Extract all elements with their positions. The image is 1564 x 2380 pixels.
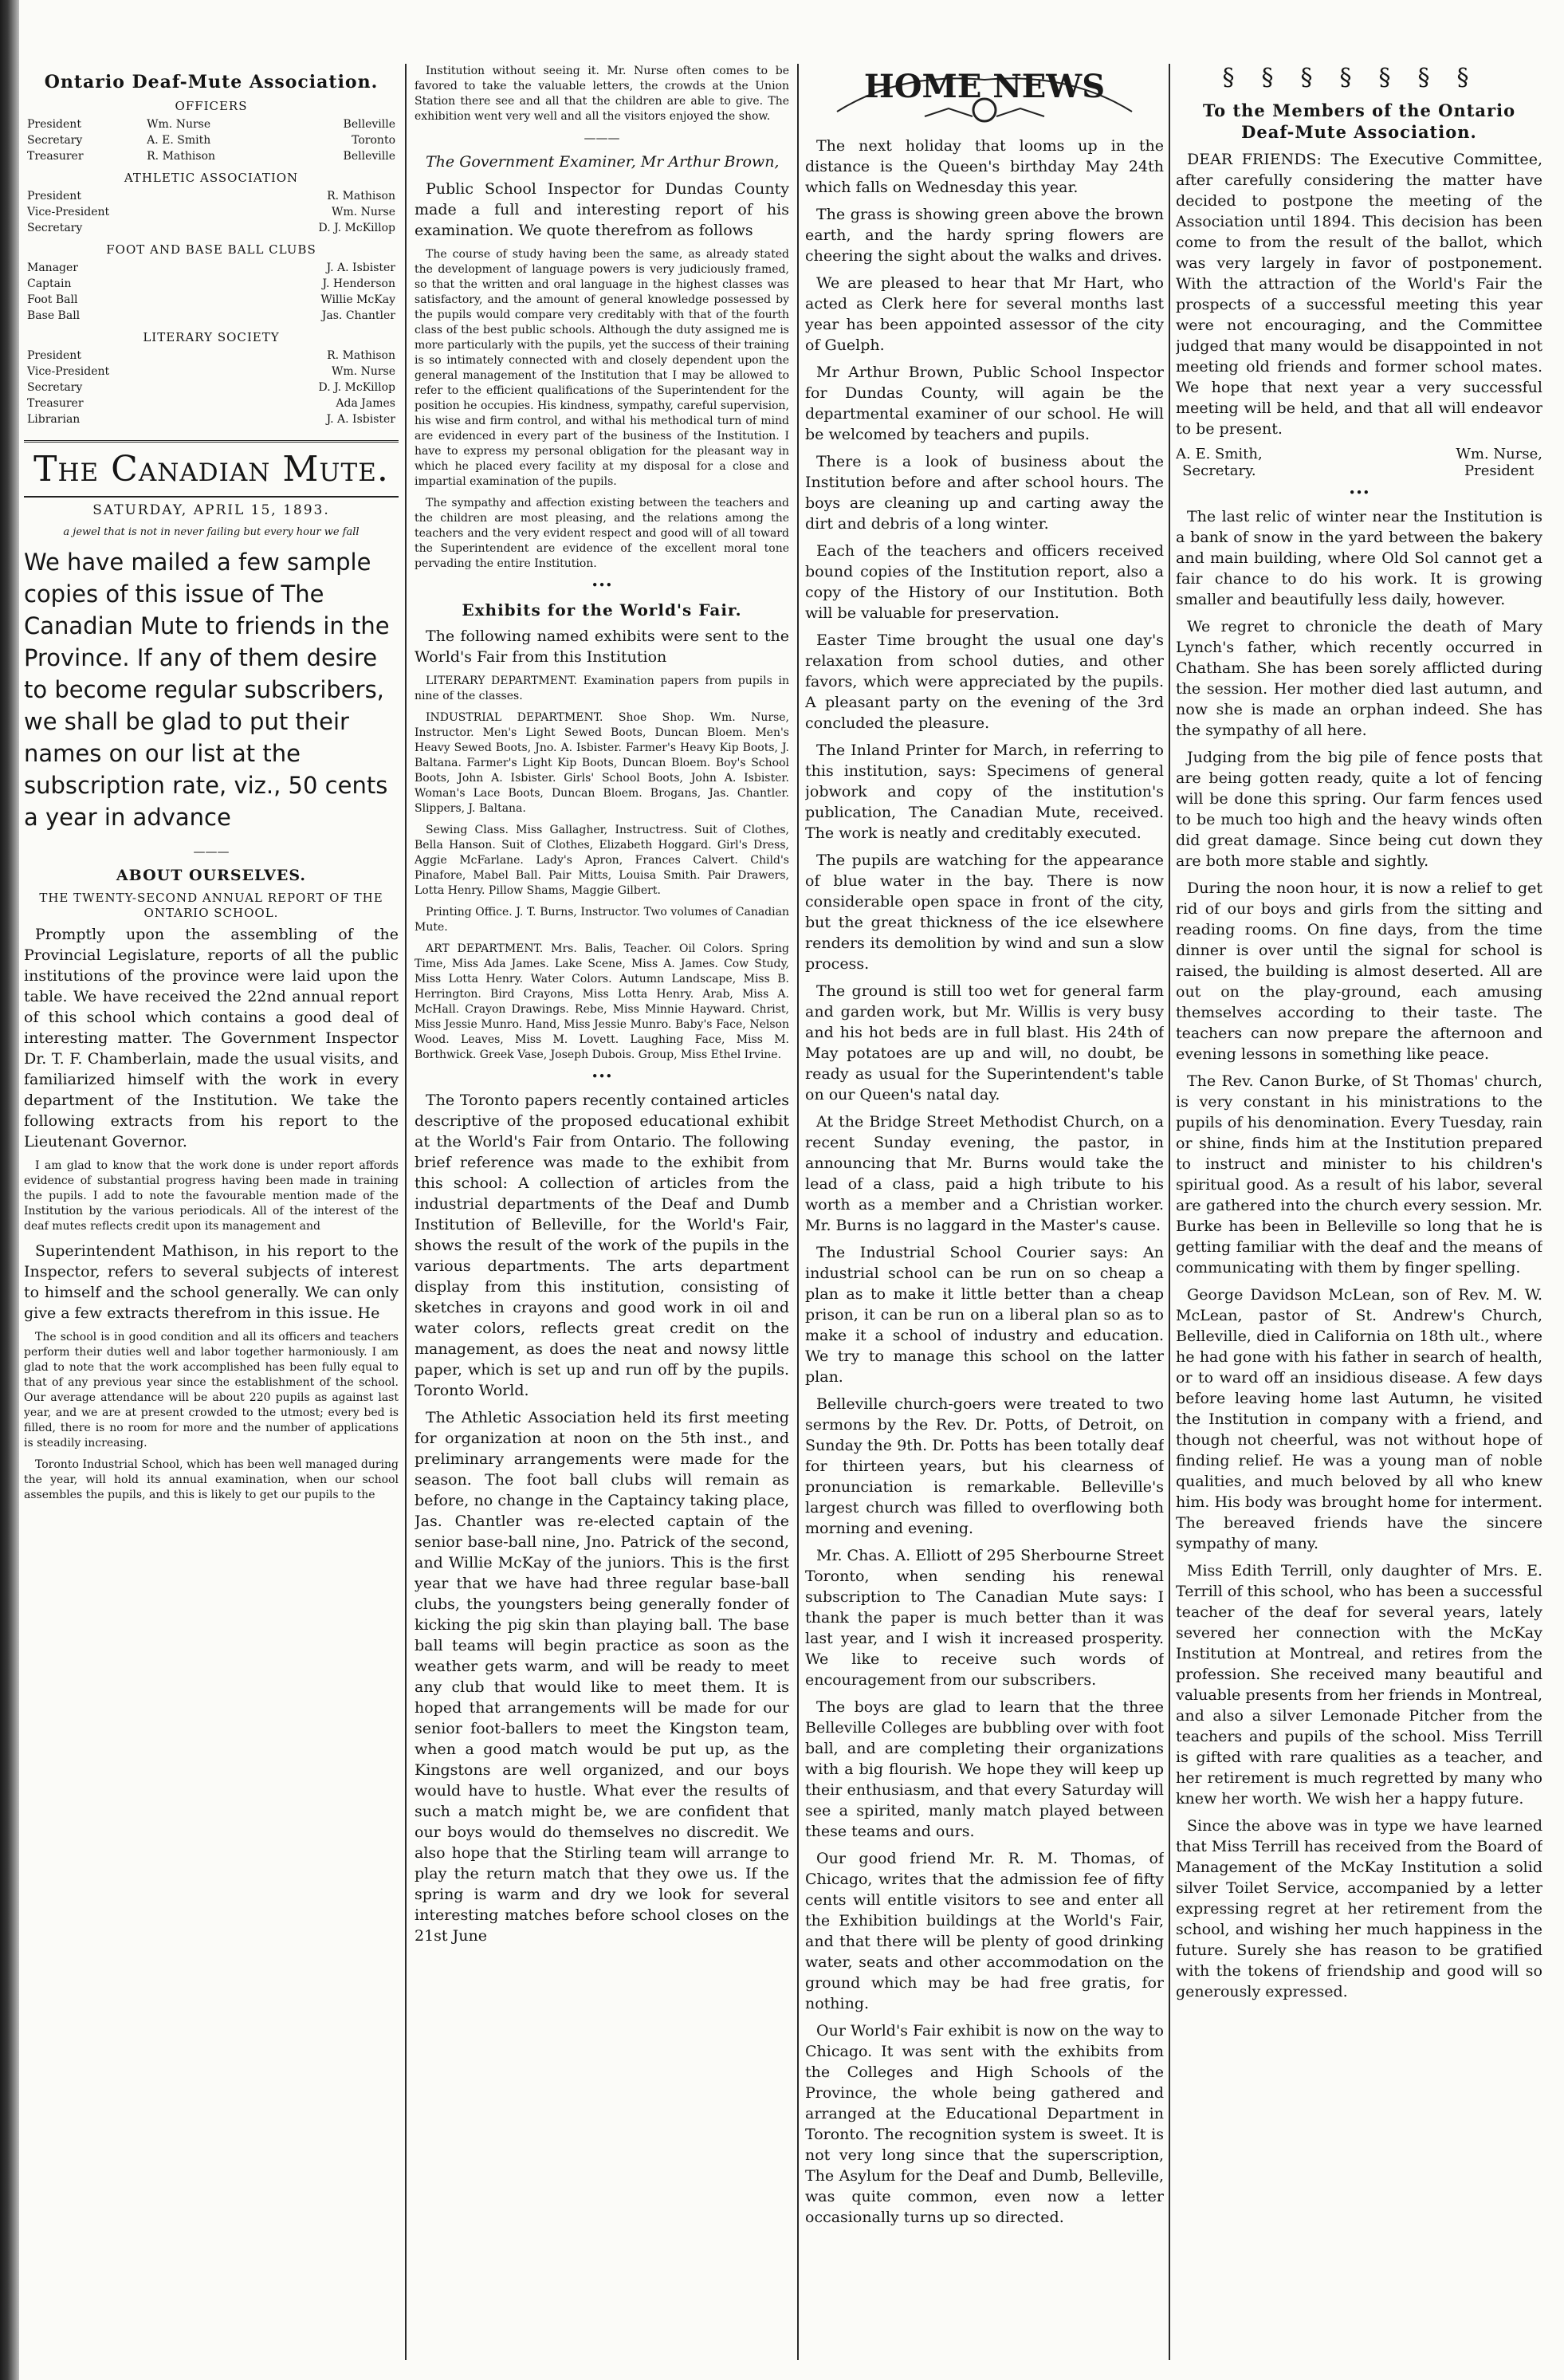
- table-cell-name: Wm. Nurse: [147, 118, 211, 131]
- examiner-quote-2: The sympathy and affection existing between the teachers and the children are most pleasing, and the relations among the teachers and the very evident respect and good will of all toward the Superintendent are evidence of the excellent moral tone pervading the entire Institution.: [415, 497, 789, 570]
- news-item: Miss Edith Terrill, only daughter of Mrs. E. Terrill of this school, who has been a successful teacher of the deaf for several years, lately severed her connection with the McKay Institution at Montreal, and retires from the profession. She received many beautiful and valuable presents from her friends in Montreal, and also a silver Lemonade Pitcher from the teachers and pupils of the school. Miss Terrill is gifted with rare qualities as a teacher, and her retirement is much regretted by many who knew her worth. We wish her a happy future.: [1176, 1562, 1542, 1808]
- table-row: [24, 204, 399, 220]
- news-item: Our good friend Mr. R. M. Thomas, of Chicago, writes that the admission fee of fifty cents will entitle visitors to see and enter all the Exhibition buildings at the World's Fair, and that there will be plenty of good drinking water, seats and other accommodation on the ground which may be had free gratis, for nothing.: [805, 1850, 1164, 2012]
- table-row: [24, 188, 399, 204]
- examiner-paragraph: Public School Inspector for Dundas County made a full and interesting report of his examination. We quote therefrom as follows: [415, 180, 789, 239]
- table-cell-role: Secretary: [27, 222, 83, 234]
- table-cell-place: Toronto: [352, 134, 395, 147]
- toronto-papers-paragraph: The Toronto papers recently contained articles descriptive of the proposed educational exhibit at the World's Fair from Ontario. The following brief reference was made to the exhibit from this school: A collection of articles from the industrial departments of the Deaf and Dumb Institution of Belleville, for the World's Fair, shows the result of the work of the pupils in the various departments. The arts department display from this institution, consisting of sketches in crayons and good work in oil and water colors, reflects great credit on the management, as does the neat and nowsy little paper, which is set up and run off by the pupils. Toronto World.: [415, 1092, 789, 1399]
- officers-heading: OFFICERS: [175, 99, 248, 113]
- continued-paragraph: Institution without seeing it. Mr. Nurse often comes to be favored to take the valuable letters, the crowds at the Union Station there see and all that the children are able to give. The exhibition went very well and all the visitors enjoyed the show.: [415, 65, 789, 123]
- motto: a jewel that is not in never failing but every hour we fall: [63, 526, 360, 538]
- members-letter: DEAR FRIENDS: The Executive Committee, after carefully considering the matter have decided to postpone the meeting of the Association until 1894. This decision has been come to from the result of the ballot, which was very largely in favor of postponement. With the attraction of the World's Fair the prospects of a successful meeting this year were not encouraging, and the Committee judged that many would be disappointed in not meeting old friends and former school mates. We hope that next year a very successful meeting will be held, and that all will endeavor to be present.: [1176, 151, 1542, 438]
- secretary-signature: A. E. Smith, Secretary.: [1176, 446, 1263, 479]
- column-1: [24, 64, 399, 2360]
- table-row: [24, 220, 399, 236]
- column-rule: [405, 64, 407, 2360]
- column-4: [1176, 64, 1542, 2360]
- signatures: [1176, 446, 1542, 479]
- news-item: The pupils are watching for the appearance of blue water in the bay. There is now considerable open space in front of the city, but the great thickness of the ice elsewhere renders its demolition by wind and sun a slow process.: [805, 852, 1164, 973]
- masthead: The Canadian Mute.: [24, 440, 399, 498]
- news-item: Our World's Fair exhibit is now on the way to Chicago. It was sent with the exhibits from the Colleges and High Schools of the Province, the whole being gathered and arranged at the Educational Department in Toronto. The recognition system is sweet. It is not very long since that the superscription, The Asylum for the Deaf and Dumb, Belleville, was quite common, even now a letter occasionally turns up so directed.: [805, 2022, 1164, 2226]
- table-cell-name: Jas. Chantler: [321, 309, 395, 322]
- table-cell-name: Wm. Nurse: [332, 206, 395, 218]
- members-letter-heading: To the Members of the Ontario Deaf-Mute Association.: [1202, 100, 1516, 142]
- table-cell-name: Ada James: [336, 397, 395, 410]
- about-paragraph-2: Superintendent Mathison, in his report to the Inspector, refers to several subjects of interest to himself and the school generally. We can only give a few extracts therefrom in this issue. He: [24, 1242, 399, 1322]
- ball-clubs-table: [24, 260, 399, 324]
- literary-table: [24, 348, 399, 427]
- about-heading: ABOUT OURSELVES.: [116, 867, 307, 884]
- table-cell-name: D. J. McKillop: [318, 222, 395, 234]
- news-item: The Industrial School Courier says: An industrial school can be run on so cheap a plan as to make it little better than a cheap prison, it can be run on a liberal plan so as to make it a school of industry and education. We try to manage this school on the latter plan.: [805, 1244, 1164, 1386]
- subscription-notice: We have mailed a few sample copies of this issue of The Canadian Mute to friends in the Province. If any of them desire to become regular subscribers, we shall be glad to put their names on our list at the subscription rate, viz., 50 cents a year in advance: [24, 549, 390, 831]
- page-binding-edge: [0, 0, 19, 2380]
- table-row: [24, 364, 399, 380]
- table-cell-role: President: [27, 349, 81, 362]
- column-rule: [797, 64, 799, 2360]
- news-item: There is a look of business about the Institution before and after school hours. The boys are cleaning up and carting away the dirt and debris of a long winter.: [805, 453, 1164, 533]
- table-cell-name: D. J. McKillop: [318, 381, 395, 394]
- table-row: [24, 348, 399, 364]
- news-item: Each of the teachers and officers received bound copies of the Institution report, also a copy of the History of our Institution. Both will be valuable for preservation.: [805, 542, 1164, 622]
- news-item: George Davidson McLean, son of Rev. M. W. McLean, pastor of St. Andrew's Church, Belleville, died in California on 18th ult., where he had gone with his father in search of health, or to ward off an insidious disease. A few days before leaving home last Autumn, he visited the Institution in company with a friend, and though not cheerful, was not without hope of finding relief. He was a young man of noble qualities, and much beloved by all who knew him. His body was brought home for interment. The bereaved friends have the sincere sympathy of many.: [1176, 1286, 1542, 1552]
- president-signature: Wm. Nurse, President: [1456, 446, 1542, 479]
- table-cell-role: Vice-President: [27, 365, 110, 378]
- table-row: [24, 148, 399, 164]
- news-item: At the Bridge Street Methodist Church, on a recent Sunday evening, the pastor, in announcing that Mr. Burns would take the lead of a class, paid a high tribute to his worth as a member and a Christian worker. Mr. Burns is no laggard in the Master's cause.: [805, 1113, 1164, 1234]
- news-item: Easter Time brought the usual one day's relaxation from school duties, and other favors, which were appreciated by the pupils. A pleasant party on the evening of the 3rd concluded the pleasure.: [805, 631, 1164, 732]
- literary-department-entry: LITERARY DEPARTMENT. Examination papers from pupils in nine of the classes.: [415, 675, 789, 702]
- table-row: [24, 308, 399, 324]
- association-title: Ontario Deaf-Mute Association.: [44, 72, 379, 92]
- issue-date: SATURDAY, APRIL 15, 1893.: [92, 502, 330, 518]
- table-cell-name: A. E. Smith: [147, 134, 211, 147]
- table-cell-role: Manager: [27, 262, 78, 274]
- divider: ———: [584, 131, 620, 145]
- divider: •••: [1348, 486, 1370, 500]
- table-cell-name: R. Mathison: [147, 150, 216, 163]
- examiner-heading: The Government Examiner, Mr Arthur Brown,: [426, 153, 780, 171]
- sewing-class-entry: Sewing Class. Miss Gallagher, Instructress. Suit of Clothes, Bella Hanson. Suit of Clothes, Elizabeth Hoggard. Girl's Dress, Aggie McFarlane. Lady's Apron, Frances Calvert. Child's Pinafore, Mabel Ball. Pair Mitts, Louisa Smith. Pair Drawers, Lotta Henry. Pillow Shams, Maggie Gilbert.: [415, 824, 789, 897]
- ball-clubs-heading: FOOT AND BASE BALL CLUBS: [106, 242, 316, 257]
- table-row: [24, 411, 399, 427]
- worlds-fair-heading: Exhibits for the World's Fair.: [462, 600, 742, 620]
- athletic-heading: ATHLETIC ASSOCIATION: [124, 171, 299, 185]
- column-2: [415, 64, 789, 2360]
- about-quote-2: The school is in good condition and all its officers and teachers perform their duties well and labor together harmoniously. I am glad to note that the work accomplished has been fully equal to that of any previous year since the establishment of the school. Our average attendance will be about 220 pupils as against last year, and we are at present crowded to the utmost; every bed is filled, there is no room for more and the number of applications is steadily increasing.: [24, 1331, 399, 1450]
- news-item: We are pleased to hear that Mr Hart, who acted as Clerk here for several months last year has been appointed assessor of the city of Guelph.: [805, 274, 1164, 354]
- table-cell-role: Base Ball: [27, 309, 81, 322]
- table-cell-name: J. A. Isbister: [326, 413, 395, 426]
- table-cell-place: Belleville: [343, 150, 395, 163]
- news-item: Judging from the big pile of fence posts that are being gotten ready, quite a lot of fencing will be done this spring. Our farm fences used to be much too high and the heavy winds often did great damage. Since being cut down they are both more stable and sightly.: [1176, 749, 1542, 870]
- news-item: Mr Arthur Brown, Public School Inspector for Dundas County, will again be the departmental examiner of our school. He will be welcomed by teachers and pupils.: [805, 364, 1164, 443]
- table-row: [24, 276, 399, 292]
- table-row: [24, 132, 399, 148]
- table-row: [24, 380, 399, 395]
- news-item: The boys are glad to learn that the three Belleville Colleges are bubbling over with foot ball, and are completing their organizations with a big flourish. We hope they will keep up their enthusiasm, and that every Saturday will see a spirited, manly match played between these teams and ours.: [805, 1698, 1164, 1840]
- officers-table: [24, 116, 399, 164]
- about-paragraph: Promptly upon the assembling of the Provincial Legislature, reports of all the public institutions of the province were laid upon the table. We have received the 22nd annual report of this school which contains a good deal of interesting matter. The Government Inspector Dr. T. F. Chamberlain, made the usual visits, and familiarized himself with the work in every department of the Institution. We take the following extracts from his report to the Lieutenant Governor.: [24, 926, 399, 1151]
- table-cell-role: Librarian: [27, 413, 81, 426]
- table-cell-role: Vice-President: [27, 206, 110, 218]
- news-item: The ground is still too wet for general farm and garden work, but Mr. Willis is very busy and his hot beds are in full blast. His 24th of May potatoes are up and will, no doubt, be ready as usual for the Superintendent's table on our Queen's natal day.: [805, 982, 1164, 1103]
- worlds-fair-intro: The following named exhibits were sent to the World's Fair from this Institution: [415, 627, 789, 666]
- news-item: The grass is showing green above the brown earth, and the hardy spring flowers are cheering the sight about the walks and drives.: [805, 206, 1164, 265]
- table-cell-name: J. A. Isbister: [326, 262, 395, 274]
- printing-office-entry: Printing Office. J. T. Burns, Instructor. Two volumes of Canadian Mute.: [415, 906, 789, 934]
- news-item: Since the above was in type we have learned that Miss Terrill has received from the Board of Management of the McKay Institution a solid silver Toilet Service, accompanied by a letter expressing regret at her retirement from the school, and wishing her much happiness in the future. Surely she has reason to be gratified with the tokens of friendship and good will so generously expressed.: [1176, 1817, 1542, 2000]
- table-row: [24, 292, 399, 308]
- home-news-title: HOME NEWS: [863, 68, 1106, 105]
- table-row: [24, 395, 399, 411]
- table-cell-name: R. Mathison: [327, 190, 395, 203]
- table-cell-role: Captain: [27, 277, 72, 290]
- athletic-paragraph: The Athletic Association held its first meeting for organization at noon on the 5th inst., and preliminary arrangements were made for the season. The foot ball clubs will remain as before, no change in the Captaincy taking place, Jas. Chantler was re-elected captain of the senior base-ball nine, Jno. Patrick of the second, and Willie McKay of the juniors. This is the first year that we have had three regular base-ball clubs, the youngsters being generally fonder of kicking the pig skin than playing ball. The base ball teams will begin practice as soon as the weather gets warm, and will be ready to meet any club that would like to meet them. It is hoped that arrangements will be made for our senior foot-ballers to meet the Kingston team, when a good match would be put up, as the Kingstons are well organized, and our boys would have to hustle. What ever the results of such a match might be, we are confident that our boys would do themselves no discredit. We also hope that the Stirling team will arrange to play the return match that they owe us. If the spring is warm and dry we look for several interesting matches before school closes on the 21st June: [415, 1409, 789, 1945]
- industrial-department-entry: INDUSTRIAL DEPARTMENT. Shoe Shop. Wm. Nurse, Instructor. Men's Light Sewed Boots, Duncan Bloem. Men's Heavy Sewed Boots, Jno. A. Isbister. Farmer's Heavy Kip Boots, J. Baltana. Farmer's Light Kip Boots, Duncan Bloem. Boy's School Boots, John A. Isbister. Girls' School Boots, John A. Isbister. Woman's Lace Boots, Duncan Bloem. Brogans, Jas. Chantler. Slippers, J. Baltana.: [415, 711, 789, 815]
- news-item: Mr. Chas. A. Elliott of 295 Sherbourne Street Toronto, when sending his renewal subscription to The Canadian Mute says: I thank the paper is much better than it was last year, and I wish it increased prosperity. We like to receive such words of encouragement from our subscribers.: [805, 1547, 1164, 1689]
- column-rule: [1169, 64, 1170, 2360]
- ornament-row-icon: §§§§§§§: [1222, 64, 1496, 92]
- athletic-table: [24, 188, 399, 236]
- table-cell-name: J. Henderson: [322, 277, 395, 290]
- news-item: We regret to chronicle the death of Mary Lynch's father, which recently occurred in Chatham. She has been sorely afflicted during the session. Her mother died last autumn, and now she is made an orphan indeed. She has the sympathy of all here.: [1176, 618, 1542, 739]
- art-department-entry: ART DEPARTMENT. Mrs. Balis, Teacher. Oil Colors. Spring Time, Miss Ada James. Lake Scene, Miss A. James. Cow Study, Miss Lotta Henry. Water Colors. Autumn Landscape, Miss B. Herrington. Bird Crayons, Miss Lotta Henry. Arab, Miss A. McHall. Crayon Drawings. Rebe, Miss Minnie Hayward. Christ, Miss Jessie Munro. Hand, Miss Jessie Munro. Baby's Face, Nelson Wood. Leaves, Miss M. Lovett. Laughing Face, Miss M. Borthwick. Greek Vase, Joseph Dubois. Group, Miss Ethel Irvine.: [415, 942, 789, 1061]
- literary-heading: LITERARY SOCIETY: [143, 330, 280, 344]
- about-subheading: THE TWENTY-SECOND ANNUAL REPORT OF THE ONTARIO SCHOOL.: [39, 891, 383, 920]
- divider: •••: [591, 578, 613, 592]
- news-item: The Rev. Canon Burke, of St Thomas' church, is very constant in his ministrations to the pupils of his denomination. Every Tuesday, rain or shine, finds him at the Institution prepared to instruct and minister to his children's spiritual good. As a result of his labor, several are gathered into the church every session. Mr. Burke has been in Belleville so long that he is getting familiar with the deaf and the means of communicating with them by finger spelling.: [1176, 1072, 1542, 1277]
- news-item: The last relic of winter near the Institution is a bank of snow in the yard between the bakery and main building, where Old Sol cannot get a fair chance to do his work. It is growing smaller and beautifully less daily, however.: [1176, 508, 1542, 608]
- about-end: Toronto Industrial School, which has been well managed during the year, will hold its annual examination, when our school assembles the pupils, and this is likely to get our pupils to the: [24, 1458, 399, 1501]
- examiner-quote: The course of study having been the same, as already stated the development of language powers is very judiciously framed, so that the written and oral language in the highest classes was satisfactory, and the amount of general knowledge possessed by the pupils would compare very creditably with that of the fourth class of the best public schools. Although the duty assigned me is more particularly with the pupils, yet the success of their training is so intimately connected with and closely dependent upon the general management of the Institution that I may be allowed to refer to the efficient qualifications of the Superintendent for the position he occupies. His kindness, sympathy, careful supervision, his wise and firm control, and withal his methodical turn of mind are evidenced in every part of the business of the Institution. I have to express my personal obligation for the pleasant way in which he placed every facility at my disposal for a close and impartial examination of the pupils.: [415, 248, 789, 488]
- news-item: During the noon hour, it is now a relief to get rid of our boys and girls from the sitting and reading rooms. On fine days, from the time dinner is over until the signal for school is raised, the building is almost deserted. All are out on the play-ground, each amusing themselves according to their taste. The teachers can now prepare the afternoon and evening lessons in something like peace.: [1176, 879, 1542, 1063]
- table-cell-place: Belleville: [343, 118, 395, 131]
- about-quote: I am glad to know that the work done is under report affords evidence of substantial progress having been made in training the pupils. I add to note the favourable mention made of the Institution by the various periodicals. All of the interest of the deaf mutes reflects credit upon its management and: [24, 1159, 399, 1233]
- table-row: [24, 116, 399, 132]
- news-item: The next holiday that looms up in the distance is the Queen's birthday May 24th which falls on Wednesday this year.: [805, 137, 1164, 196]
- table-cell-name: Willie McKay: [320, 293, 395, 306]
- table-cell-name: Wm. Nurse: [332, 365, 395, 378]
- table-cell-role: Treasurer: [27, 397, 84, 410]
- table-cell-role: Secretary: [27, 381, 83, 394]
- news-item: Belleville church-goers were treated to two sermons by the Rev. Dr. Potts, of Detroit, on Sunday the 9th. Dr. Potts has been totally deaf for thirteen years, but his clearness of pronunciation is remarkable. Belleville's largest church was filled to overflowing both morning and evening.: [805, 1395, 1164, 1537]
- table-cell-role: President: [27, 190, 81, 203]
- divider: •••: [591, 1069, 613, 1084]
- table-cell-role: Foot Ball: [27, 293, 78, 306]
- news-item: The Inland Printer for March, in referring to this institution, says: Specimens of general jobwork and copy of the institution's publication, The Canadian Mute, received. The work is neatly and creditably executed.: [805, 742, 1164, 842]
- table-cell-name: R. Mathison: [327, 349, 395, 362]
- table-cell-role: President: [27, 118, 81, 131]
- column-3: [805, 64, 1164, 2360]
- home-news-banner: [805, 64, 1164, 128]
- table-cell-role: Secretary: [27, 134, 83, 147]
- divider: ———: [193, 844, 230, 859]
- table-cell-role: Treasurer: [27, 150, 84, 163]
- table-row: [24, 260, 399, 276]
